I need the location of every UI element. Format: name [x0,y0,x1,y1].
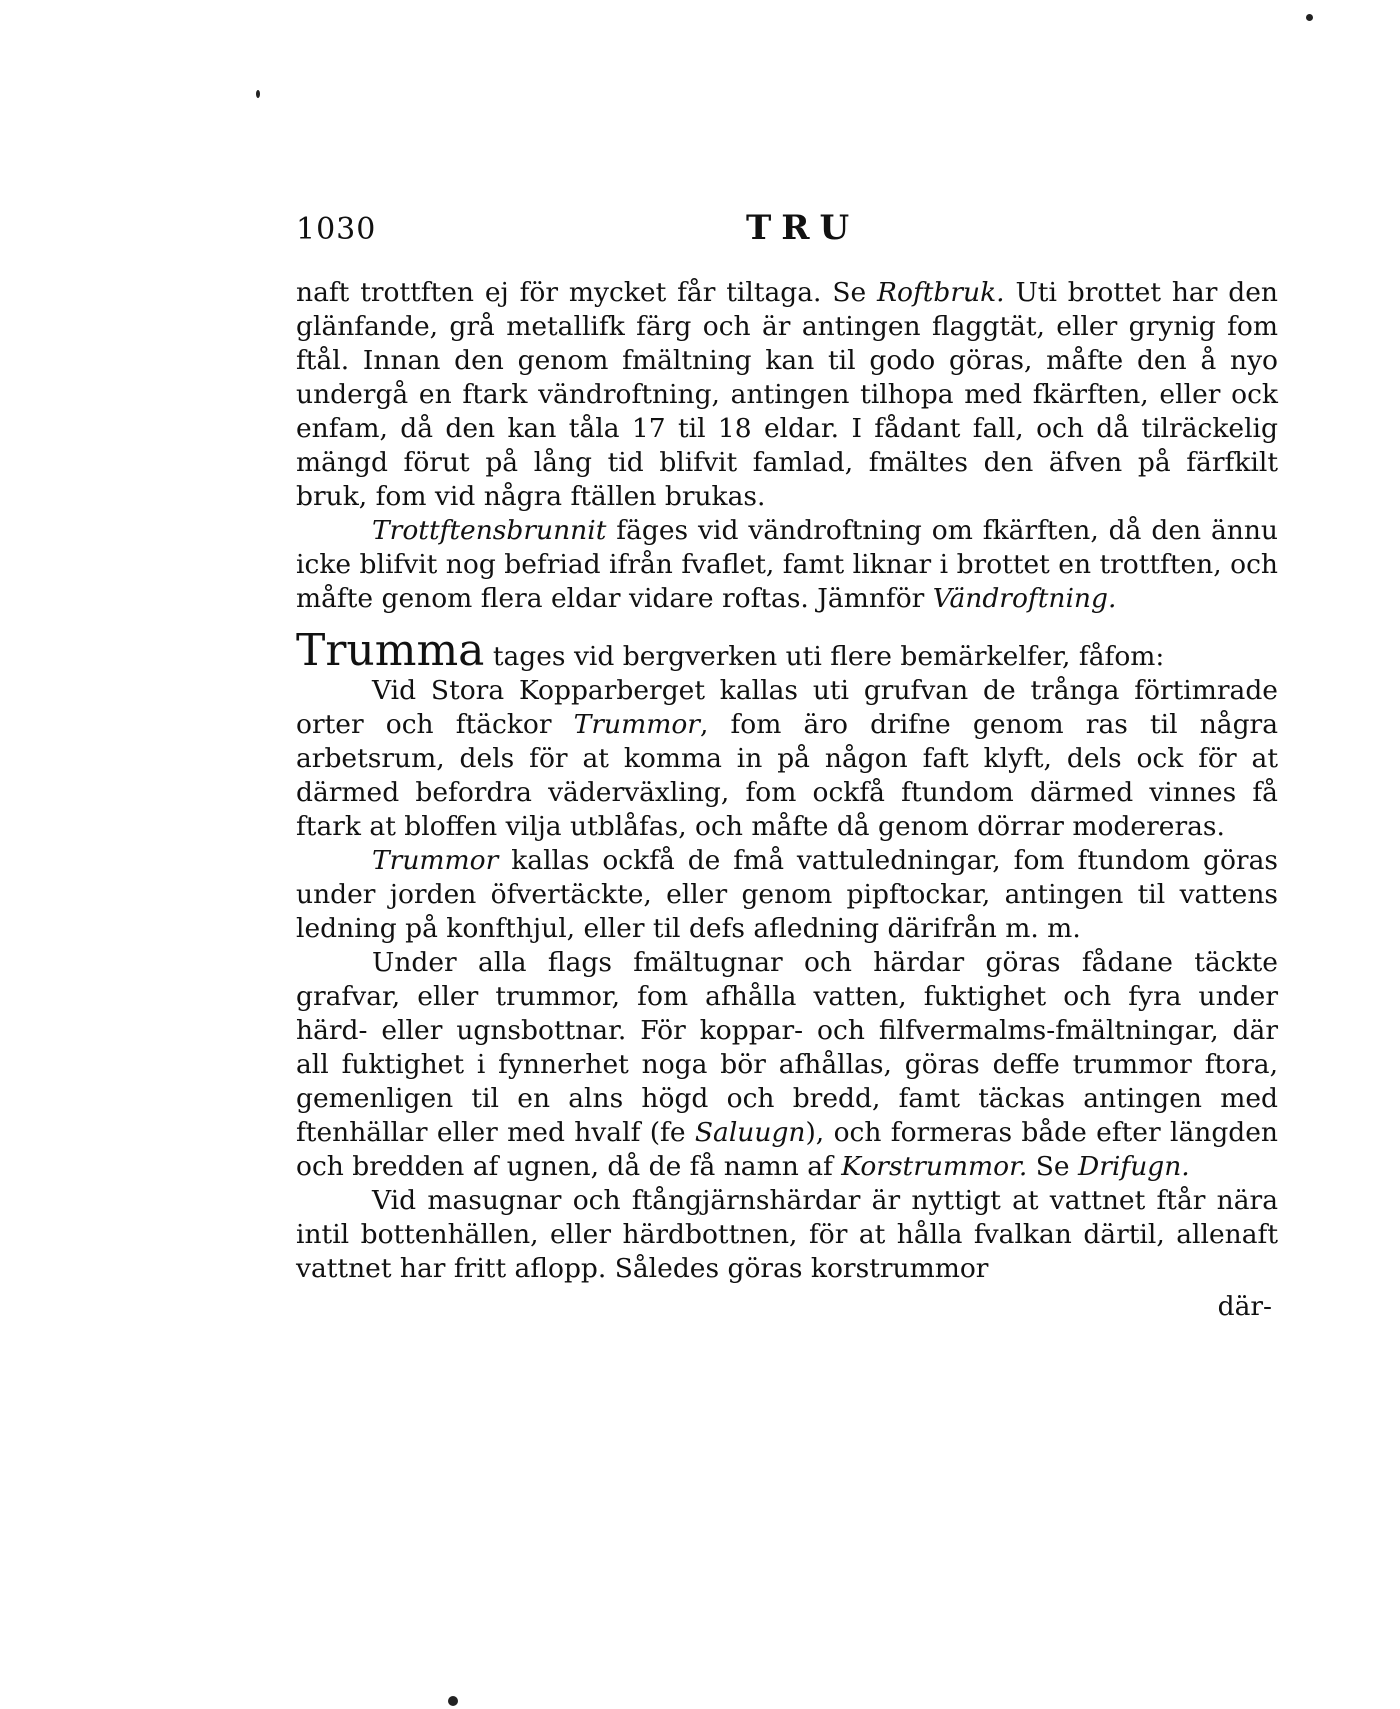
paragraph-text: fäges vid vändroftning om fkärften, då den ännu icke blifvit nog befriad ifrån fvaflet, famt liknar i brottet en trottften, och måfte genom flera eldar vidare roftas. Jämnför [296,515,1278,614]
print-speck [256,90,260,98]
paragraph-text: Vid masugnar och ftångjärnshärdar är nyttigt at vattnet ftår nära intil bottenhällen, eller härdbottnen, för at hålla fvalkan därtil, allenaft vattnet har fritt aflopp. Således göras korstrummor [296,1185,1278,1284]
entry-trumma [296,625,1278,676]
print-speck [1306,14,1313,21]
cross-reference: Drifugn. [1078,1151,1190,1182]
paragraph-text: ), och formeras både efter längden och bredden af ugnen, då de få namn af [296,1117,1278,1182]
cross-reference: Roftbruk. [877,277,1005,308]
term-italic: Trottftensbrunnit [372,515,607,546]
paragraph-text: Vid Stora Kopparberget kallas uti grufvan de trånga förtimrade orter och ftäckor [296,675,1278,740]
cross-reference: Saluugn [694,1117,806,1148]
term-italic: Korstrummor. [841,1151,1028,1182]
paragraph-trottstensbrunnit [296,514,1278,616]
paragraph-smaltugnar [296,946,1278,1184]
paragraph-text: kallas ockfå de fmå vattuledningar, fom ftundom göras under jorden öfvertäckte, eller genom pipftockar, antingen til vattens ledning på konfthjul, eller til defs afledning därifrån m. m. [296,845,1278,944]
body-text [296,276,1278,1324]
headword: Trumma [296,625,485,676]
running-head: TRU [746,208,860,248]
term-italic: Trummor [573,709,700,740]
paragraph-trottsten-continued [296,276,1278,514]
paragraph-text: tages vid bergverken uti flere bemärkelfer, fåfom: [484,641,1165,672]
paragraph-text: naft trottften ej för mycket får tiltaga. Se [296,277,878,308]
paragraph-text: Se [1027,1151,1079,1182]
paragraph-text: Uti brottet har den glänfande, grå metallifk färg och är antingen flaggtät, eller grynig fom ftål. Innan den genom fmältning kan til godo göras, måfte den å nyo undergå en ftark vändroftning, antingen tilhopa med fkärften, eller ock enfam, då den kan tåla 17 til 18 eldar. I fådant fall, och då tilräckelig mängd förut på lång tid blifvit famlad, fmältes den äfven på färfkilt bruk, fom vid några ftällen brukas. [296,277,1278,512]
paragraph-text: , fom äro drifne genom ras til några arbetsrum, dels för at komma in på någon faft klyft, dels ock för at därmed befordra väderväxling, fom ockfå ftundom därmed vinnes få ftark at bloffen vilja utblåfas, och måfte då genom dörrar modereras. [296,709,1278,842]
paragraph-kopparberget [296,674,1278,844]
term-italic: Trummor [372,845,499,876]
page-header [296,208,1276,262]
paragraph-masugnar [296,1184,1278,1286]
catchword: där- [1217,1291,1272,1322]
paragraph-vattuledningar [296,844,1278,946]
cross-reference: Vändroftning. [932,583,1117,614]
page-number: 1030 [296,212,377,247]
paragraph-text: Under alla flags fmältugnar och härdar göras fådane täckte grafvar, eller trummor, fom afhålla vatten, fuktighet och fyra under härd- eller ugnsbottnar. För koppar- och filfvermalms-fmältningar, där all fuktighet i fynnerhet noga bör afhållas, göras deffe trummor ftora, gemenligen til en alns högd och bredd, famt täckas antingen med ftenhällar eller med hvalf (fe [296,947,1278,1148]
print-speck [448,1696,458,1706]
